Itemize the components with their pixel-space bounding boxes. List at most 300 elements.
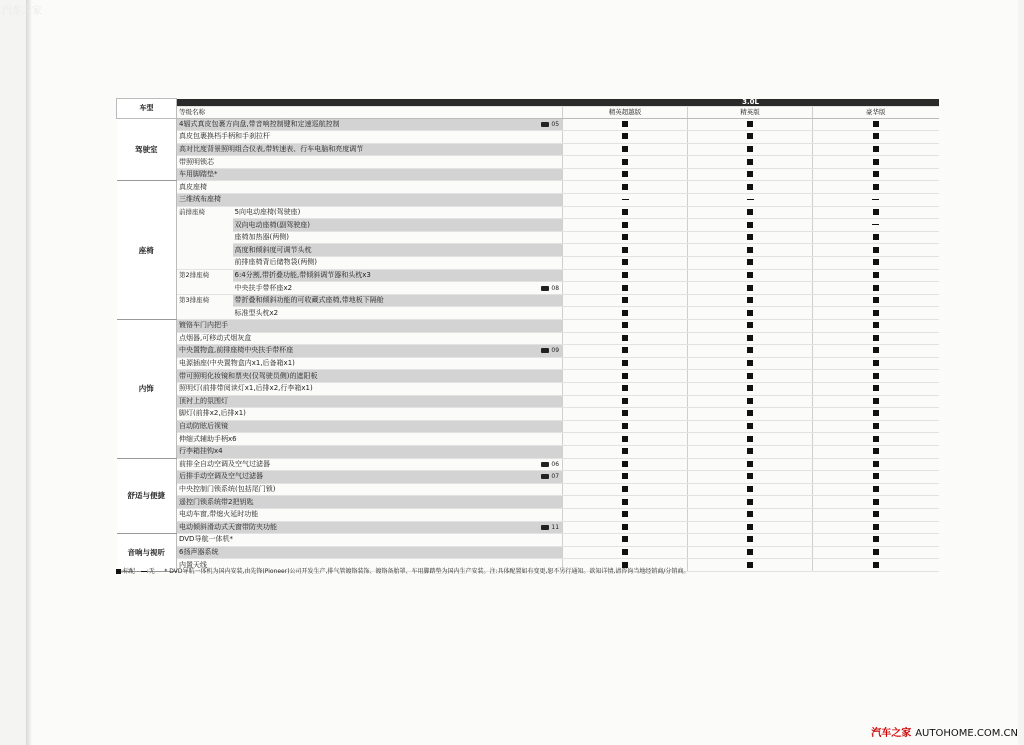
feature-label: 中央控制门锁系统(包括尾门锁) [177, 483, 563, 496]
availability-cell [563, 181, 688, 194]
camera-icon [541, 122, 549, 127]
standard-marker [747, 499, 753, 505]
trim-header: 精英版 [688, 106, 813, 118]
camera-icon [541, 462, 549, 467]
standard-marker [622, 524, 628, 530]
spec-row [117, 357, 939, 370]
standard-marker [622, 171, 628, 177]
standard-marker [747, 121, 753, 127]
standard-marker [622, 385, 628, 391]
availability-cell [813, 156, 939, 169]
availability-cell [688, 194, 813, 207]
feature-label: 镀铬车门内把手 [177, 320, 563, 333]
standard-marker [873, 373, 879, 379]
feature-label: 自动防眩后视镜 [177, 420, 563, 433]
spec-row [117, 269, 939, 282]
availability-cell [688, 257, 813, 270]
spec-row [117, 433, 939, 446]
standard-marker [873, 121, 879, 127]
standard-marker [622, 436, 628, 442]
spec-row [117, 168, 939, 181]
none-marker [747, 199, 754, 201]
page-fold-shadow [26, 0, 32, 745]
availability-cell [688, 559, 813, 572]
availability-cell [563, 420, 688, 433]
spec-row [117, 458, 939, 471]
spec-table [116, 98, 939, 572]
availability-cell [563, 408, 688, 421]
standard-marker [873, 410, 879, 416]
standard-marker [622, 423, 628, 429]
standard-marker [747, 486, 753, 492]
availability-cell [813, 508, 939, 521]
standard-marker [747, 335, 753, 341]
availability-cell [688, 231, 813, 244]
legend-none: :无 [146, 568, 155, 575]
standard-marker [622, 373, 628, 379]
standard-marker [622, 549, 628, 555]
standard-marker [873, 448, 879, 454]
availability-cell [688, 294, 813, 307]
standard-marker [747, 310, 753, 316]
standard-marker [747, 297, 753, 303]
availability-cell [688, 332, 813, 345]
availability-cell [813, 320, 939, 333]
availability-cell [563, 307, 688, 320]
availability-cell [813, 332, 939, 345]
standard-marker [873, 524, 879, 530]
standard-marker [622, 285, 628, 291]
feature-label: 顶衬上的氛围灯 [177, 395, 563, 408]
availability-cell [688, 483, 813, 496]
spec-row [117, 307, 939, 320]
feature-label: 真皮座椅 [177, 181, 563, 194]
photo-ref-number: 08 [551, 284, 560, 292]
availability-cell [688, 433, 813, 446]
availability-cell [563, 382, 688, 395]
photo-ref [513, 118, 563, 131]
standard-marker [873, 171, 879, 177]
standard-marker [622, 486, 628, 492]
standard-marker [747, 272, 753, 278]
standard-marker [747, 410, 753, 416]
spec-row [117, 219, 939, 232]
subgroup-label: 第3排座椅 [177, 294, 233, 319]
photo-ref-number: 09 [551, 347, 560, 355]
spec-row [117, 420, 939, 433]
availability-cell [688, 282, 813, 295]
legend-standard: :标配 [121, 568, 136, 575]
standard-marker [747, 385, 753, 391]
standard-marker [747, 461, 753, 467]
spec-row [117, 534, 939, 547]
feature-label: 伸缩式辅助手柄x6 [177, 433, 563, 446]
availability-cell [563, 118, 688, 131]
availability-cell [563, 458, 688, 471]
standard-marker [622, 146, 628, 152]
standard-marker [622, 272, 628, 278]
availability-cell [688, 546, 813, 559]
spec-row [117, 181, 939, 194]
availability-cell [813, 357, 939, 370]
availability-cell [688, 269, 813, 282]
standard-marker [873, 511, 879, 517]
spec-row [117, 320, 939, 333]
spec-row [117, 483, 939, 496]
availability-cell [688, 508, 813, 521]
availability-cell [813, 521, 939, 534]
standard-marker [622, 247, 628, 253]
standard-marker [622, 536, 628, 542]
standard-marker [622, 159, 628, 165]
feature-label: 前排全自动空调及空气过滤器 [177, 458, 513, 471]
feature-label: 点烟器,可移动式烟灰盒 [177, 332, 563, 345]
standard-marker [873, 259, 879, 265]
standard-marker [873, 234, 879, 240]
availability-cell [563, 269, 688, 282]
trim-header: 精英超越版 [563, 106, 688, 118]
standard-marker [873, 335, 879, 341]
photo-ref-number: 11 [551, 523, 560, 531]
availability-cell [688, 370, 813, 383]
standard-marker [747, 247, 753, 253]
camera-icon [541, 348, 549, 353]
availability-cell [563, 257, 688, 270]
feature-label: 前排座椅背后储物袋(两侧) [233, 257, 563, 270]
spec-table-container [116, 98, 938, 572]
availability-cell [563, 534, 688, 547]
availability-cell [813, 269, 939, 282]
availability-cell [563, 143, 688, 156]
feature-label: 4辐式真皮包裹方向盘,带音响控制键和定速巡航控制 [177, 118, 513, 131]
availability-cell [813, 143, 939, 156]
category-label: 舒适与便捷 [117, 458, 177, 534]
availability-cell [688, 357, 813, 370]
feature-label: 三维绒布座椅 [177, 194, 563, 207]
availability-cell [563, 508, 688, 521]
spec-row [117, 370, 939, 383]
none-marker [872, 199, 879, 201]
availability-cell [688, 496, 813, 509]
standard-marker [873, 159, 879, 165]
availability-cell [563, 282, 688, 295]
availability-cell [688, 181, 813, 194]
availability-cell [813, 395, 939, 408]
feature-label: 电源插座(中央置物盒内x1,后备箱x1) [177, 357, 563, 370]
standard-marker [622, 398, 628, 404]
standard-marker [622, 121, 628, 127]
availability-cell [813, 282, 939, 295]
availability-cell [813, 257, 939, 270]
availability-cell [813, 131, 939, 144]
standard-marker [873, 322, 879, 328]
availability-cell [563, 219, 688, 232]
availability-cell [813, 194, 939, 207]
photo-ref-number: 06 [551, 460, 560, 468]
standard-marker [747, 373, 753, 379]
availability-cell [563, 496, 688, 509]
standard-marker [747, 347, 753, 353]
availability-cell [813, 181, 939, 194]
standard-marker [747, 171, 753, 177]
watermark-bottom: 汽车之家 AUTOHOME.COM.CN [871, 728, 1018, 739]
none-marker [622, 199, 629, 201]
standard-marker [622, 322, 628, 328]
availability-cell [813, 420, 939, 433]
availability-cell [563, 168, 688, 181]
spec-row [117, 382, 939, 395]
subgroup-label: 前排座椅 [177, 206, 233, 269]
standard-marker [622, 234, 628, 240]
spec-row [117, 521, 939, 534]
feature-label: 内置天线 [177, 559, 563, 572]
standard-marker [747, 322, 753, 328]
standard-marker [747, 285, 753, 291]
availability-cell [563, 357, 688, 370]
availability-cell [813, 370, 939, 383]
standard-marker [622, 184, 628, 190]
availability-cell [563, 395, 688, 408]
standard-marker [747, 222, 753, 228]
subgroup-label: 第2排座椅 [177, 269, 233, 294]
availability-cell [563, 445, 688, 458]
availability-cell [688, 445, 813, 458]
spec-row [117, 332, 939, 345]
standard-marker [622, 410, 628, 416]
spec-row [117, 143, 939, 156]
standard-marker [873, 436, 879, 442]
availability-cell [563, 471, 688, 484]
camera-icon [541, 525, 549, 530]
standard-marker [873, 562, 879, 568]
spec-row [117, 194, 939, 207]
category-label: 驾驶室 [117, 118, 177, 181]
engine-header: 3.0L [563, 99, 939, 107]
spec-row [117, 244, 939, 257]
feature-label: 带折叠和倾斜功能的可收藏式座椅,带地板下隔舱 [233, 294, 563, 307]
availability-cell [688, 206, 813, 219]
availability-cell [813, 445, 939, 458]
photo-ref [513, 471, 563, 484]
availability-cell [563, 194, 688, 207]
availability-cell [813, 433, 939, 446]
spec-row [117, 294, 939, 307]
standard-marker [747, 562, 753, 568]
standard-marker [873, 272, 879, 278]
availability-cell [688, 471, 813, 484]
standard-marker [622, 297, 628, 303]
standard-marker [622, 310, 628, 316]
availability-cell [563, 546, 688, 559]
standard-marker [622, 448, 628, 454]
standard-marker [873, 473, 879, 479]
standard-marker [622, 335, 628, 341]
standard-marker [622, 499, 628, 505]
camera-icon [541, 474, 549, 479]
availability-cell [688, 131, 813, 144]
spec-row [117, 231, 939, 244]
feature-label: 标准型头枕x2 [233, 307, 563, 320]
standard-marker [747, 398, 753, 404]
grade-label: 等级名称 [177, 106, 563, 118]
spec-row [117, 395, 939, 408]
feature-label: 带可照明化妆镜和票夹(仅驾驶员侧)的遮阳板 [177, 370, 563, 383]
standard-marker [747, 423, 753, 429]
standard-marker [873, 209, 879, 215]
spec-row [117, 206, 939, 219]
standard-marker [622, 133, 628, 139]
standard-marker [747, 159, 753, 165]
spec-row [117, 156, 939, 169]
availability-cell [813, 219, 939, 232]
spec-row [117, 496, 939, 509]
availability-cell [563, 156, 688, 169]
availability-cell [688, 521, 813, 534]
standard-marker [747, 536, 753, 542]
availability-cell [563, 332, 688, 345]
category-label: 座椅 [117, 181, 177, 320]
feature-label: 后排手动空调及空气过滤器 [177, 471, 513, 484]
standard-marker [747, 146, 753, 152]
standard-marker [622, 360, 628, 366]
feature-label: 电动车窗,带熄火延时功能 [177, 508, 563, 521]
standard-marker [622, 347, 628, 353]
standard-marker [873, 285, 879, 291]
spec-row [117, 282, 939, 295]
feature-label: 遥控门锁系统带2把钥匙 [177, 496, 563, 509]
spec-row [117, 131, 939, 144]
standard-marker [622, 209, 628, 215]
feature-label: 座椅加热器(两侧) [233, 231, 563, 244]
standard-marker [747, 259, 753, 265]
watermark-top: 汽车之家 [2, 6, 42, 17]
standard-marker [873, 398, 879, 404]
standard-marker [747, 524, 753, 530]
feature-label: 电动倾斜滑动式天窗带防夹功能 [177, 521, 513, 534]
feature-label: 中央扶手带杯座x2 [233, 282, 513, 295]
availability-cell [563, 483, 688, 496]
availability-cell [563, 320, 688, 333]
availability-cell [563, 294, 688, 307]
category-label: 内饰 [117, 320, 177, 459]
none-marker [872, 224, 879, 226]
availability-cell [813, 483, 939, 496]
spec-row [117, 508, 939, 521]
standard-marker [873, 247, 879, 253]
availability-cell [813, 345, 939, 358]
availability-cell [813, 231, 939, 244]
standard-marker [747, 549, 753, 555]
standard-marker [747, 448, 753, 454]
photo-ref [513, 458, 563, 471]
spec-row [117, 546, 939, 559]
standard-marker [747, 234, 753, 240]
standard-marker [622, 511, 628, 517]
standard-marker [747, 473, 753, 479]
spec-row [117, 408, 939, 421]
spec-row [117, 445, 939, 458]
photo-ref [513, 282, 563, 295]
header-row [117, 99, 939, 107]
availability-cell [688, 118, 813, 131]
availability-cell [688, 307, 813, 320]
availability-cell [688, 219, 813, 232]
standard-marker [747, 436, 753, 442]
standard-marker [747, 133, 753, 139]
feature-label: 高对比度背景照明组合仪表,带转速表、行车电脑和亮度调节 [177, 143, 563, 156]
category-label: 音响与视听 [117, 534, 177, 572]
photo-ref [513, 345, 563, 358]
availability-cell [813, 546, 939, 559]
availability-cell [813, 294, 939, 307]
standard-marker [747, 360, 753, 366]
feature-label: 5向电动座椅(驾驶座) [233, 206, 563, 219]
standard-marker [622, 473, 628, 479]
trim-header: 豪华版 [813, 106, 939, 118]
availability-cell [688, 420, 813, 433]
availability-cell [688, 408, 813, 421]
standard-marker [873, 184, 879, 190]
availability-cell [688, 244, 813, 257]
camera-icon [541, 286, 549, 291]
availability-cell [688, 168, 813, 181]
feature-label: 照明灯(前排带阅读灯x1,后排x2,行李箱x1) [177, 382, 563, 395]
availability-cell [688, 534, 813, 547]
standard-marker [622, 259, 628, 265]
category-header: 车型 [117, 99, 177, 119]
availability-cell [813, 496, 939, 509]
standard-marker [873, 297, 879, 303]
availability-cell [563, 370, 688, 383]
feature-label: 带照明锁芯 [177, 156, 563, 169]
availability-cell [563, 131, 688, 144]
availability-cell [563, 206, 688, 219]
availability-cell [688, 156, 813, 169]
spec-table-body [117, 118, 939, 571]
availability-cell [813, 471, 939, 484]
availability-cell [813, 534, 939, 547]
feature-label: 6:4分割,带折叠功能,带倾斜调节器和头枕x3 [233, 269, 563, 282]
availability-cell [563, 433, 688, 446]
standard-marker [873, 499, 879, 505]
standard-marker [747, 511, 753, 517]
standard-marker [873, 360, 879, 366]
feature-label: 6扬声器系统 [177, 546, 563, 559]
availability-cell [813, 168, 939, 181]
spec-row [117, 257, 939, 270]
standard-marker [622, 461, 628, 467]
availability-cell [813, 408, 939, 421]
availability-cell [813, 206, 939, 219]
availability-cell [688, 458, 813, 471]
standard-marker [873, 423, 879, 429]
availability-cell [563, 521, 688, 534]
availability-cell [813, 458, 939, 471]
standard-marker [873, 461, 879, 467]
photo-ref-number: 07 [551, 473, 560, 481]
standard-marker [747, 184, 753, 190]
feature-label: 高度和倾斜度可调节头枕 [233, 244, 563, 257]
standard-marker [873, 347, 879, 353]
availability-cell [813, 382, 939, 395]
availability-cell [688, 382, 813, 395]
feature-label: 车用脚踏垫* [177, 168, 563, 181]
availability-cell [813, 244, 939, 257]
photo-ref-number: 05 [551, 120, 560, 128]
availability-cell [813, 307, 939, 320]
spec-row [117, 345, 939, 358]
footnote: * DVD导航一体机为国内安装,由先锋(Pioneer)公司开发生产,排气管镀铬装饰、镀铬备胎罩、车用脚踏垫为国内生产安装。注:具体配置如有变更,恕不另行通知。欲知详情,请咨询当地经销商/分销商。 [164, 568, 690, 575]
